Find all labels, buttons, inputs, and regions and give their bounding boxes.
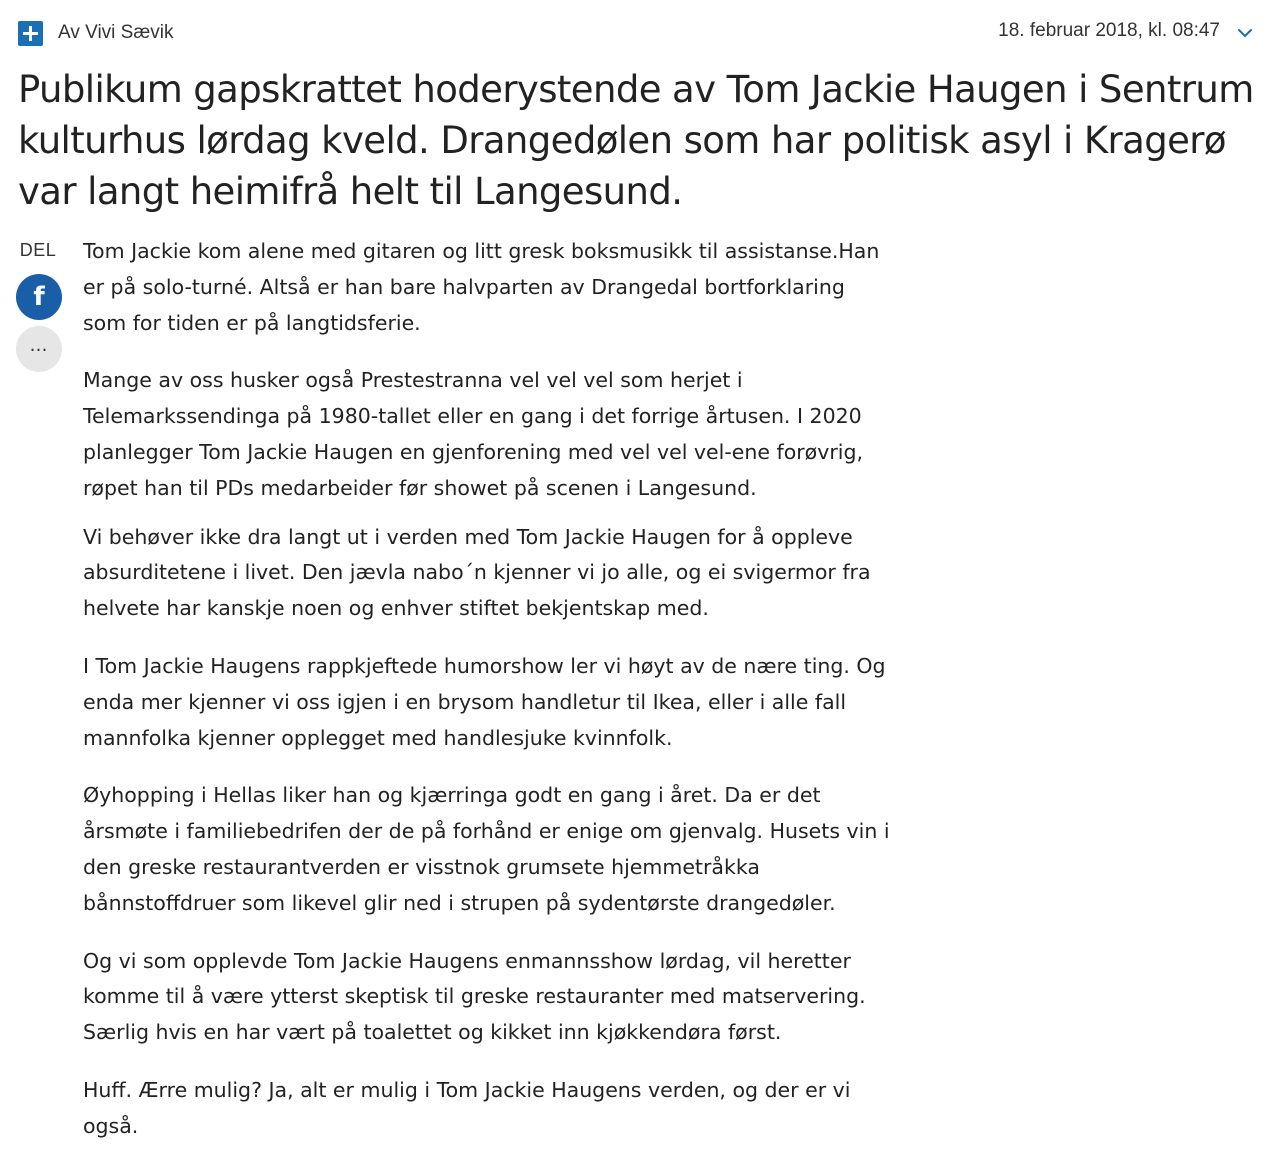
article-paragraph: I Tom Jackie Haugens rappkjeftede humorshow ler vi høyt av de nære ting. Og enda mer kjenner vi oss igjen i en brysom handletur til Ikea, eller i alle fall mannfolka kjenner opplegget med handlesjuke kvinnfolk. [83,653,886,750]
ellipsis-icon: … [29,335,49,356]
facebook-share-button[interactable] [16,274,62,320]
facebook-icon: f [33,282,45,312]
article-paragraph: Huff. Ærre mulig? Ja, alt er mulig i Tom Jackie Haugens verden, og der er vi også. [83,1077,851,1138]
byline-bar [18,18,1256,50]
publish-date: 18. februar 2018, kl. 08:47 [998,20,1220,41]
author-name: Av Vivi Sævik [58,22,174,43]
share-column [16,240,64,356]
article-paragraph: Mange av oss husker også Prestestranna vel vel vel som herjet i Telemarkssendinga på 1980-tallet eller en gang i det forrige årtusen. I 2020 planlegger Tom Jackie Haugen en gjenforening med vel vel vel-ene forøvrig, røpet han til PDs medarbeider før showet på scenen i Langesund. [83,368,864,500]
article-paragraph: Tom Jackie kom alene med gitaren og litt gresk boksmusikk til assistanse.Han er på solo-turné. Altså er han bare halvparten av Drangedal bortforklaring som for tiden er på langtidsferie. [83,239,880,335]
article-paragraph: Og vi som opplevde Tom Jackie Haugens enmannsshow lørdag, vil heretter komme til å være ytterst skeptisk til greske restauranter med matservering. Særlig hvis en har vært på toalettet og kikket inn kjøkkendøra først. [83,948,866,1045]
chevron-down-icon[interactable] [1236,24,1254,42]
article-paragraph: Øyhopping i Hellas liker han og kjærringa godt en gang i året. Da er det årsmøte i familiebedrifen der de på forhånd er enige om gjenvalg. Husets vin i den greske restaurantverden er visstnok grumsete hjemmetråkka bånnstoffdruer som likevel glir ned i strupen på sydentørste drangedøler. [83,783,890,915]
article-paragraph: Vi behøver ikke dra langt ut i verden med Tom Jackie Haugen for å oppleve absurditetene i livet. Den jævla nabo´n kjenner vi jo alle, og ei svigermor fra helvete har kanskje noen og enhver stiftet bekjentskap med. [83,524,871,621]
article-headline: Publikum gapskrattet hoderystende av Tom Jackie Haugen i Sentrum kulturhus lørdag kveld. Drangedølen som har politisk asyl i Kragerø var langt heimifrå helt til Langesund. [18,68,1254,213]
more-share-button[interactable] [16,326,62,372]
article-body [83,234,891,1145]
plus-logo-icon[interactable] [18,21,43,46]
share-label: DEL [19,240,57,260]
